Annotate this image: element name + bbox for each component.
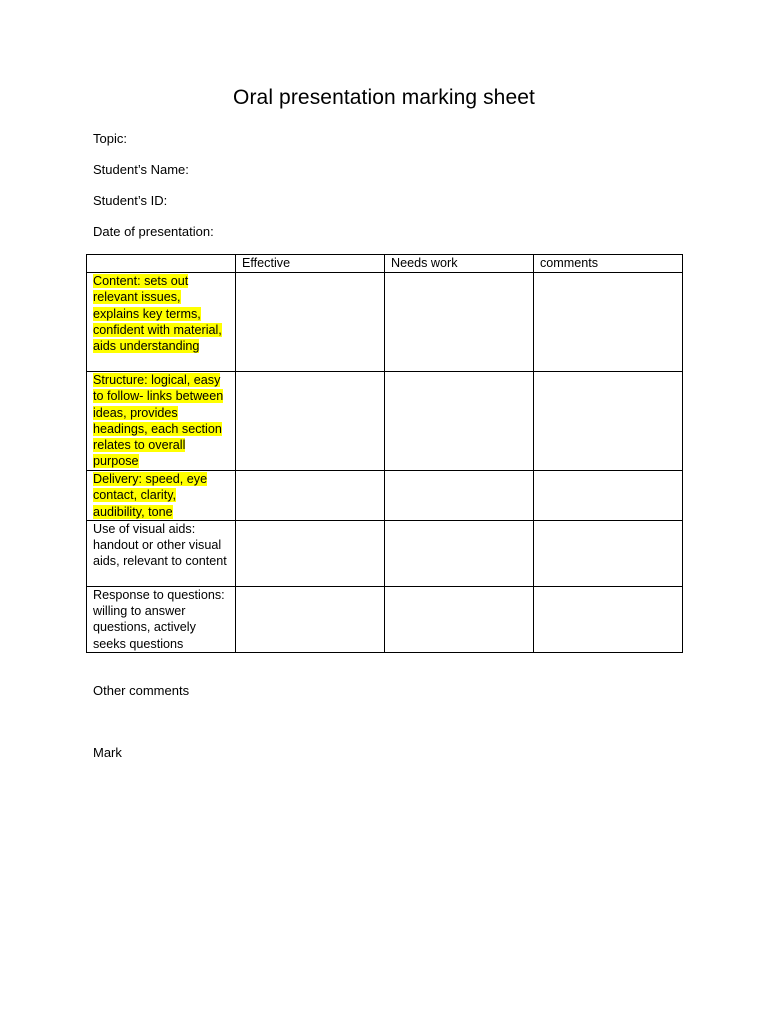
criterion-structure: Structure: logical, easy to follow- links between ideas, provides headings, each section relates to overall purpose — [93, 373, 224, 469]
criterion-cell — [87, 372, 236, 471]
effective-cell[interactable] — [236, 520, 385, 586]
table-row — [87, 586, 683, 652]
criterion-delivery: Delivery: speed, eye contact, clarity, audibility, tone — [93, 472, 208, 519]
comments-cell[interactable] — [534, 520, 683, 586]
criterion-content: Content: sets out relevant issues, explains key terms, confident with material, aids understanding — [93, 274, 222, 354]
effective-cell[interactable] — [236, 372, 385, 471]
criterion-cell — [87, 586, 236, 652]
comments-cell[interactable] — [534, 372, 683, 471]
header-cell-needs-work: Needs work — [385, 255, 534, 273]
effective-cell[interactable] — [236, 471, 385, 521]
needs-work-cell[interactable] — [385, 273, 534, 372]
comments-cell[interactable] — [534, 586, 683, 652]
marking-table — [86, 254, 683, 653]
table-row — [87, 372, 683, 471]
table-row — [87, 520, 683, 586]
effective-cell[interactable] — [236, 273, 385, 372]
table-row — [87, 273, 683, 372]
needs-work-cell[interactable] — [385, 520, 534, 586]
other-comments-label: Other comments — [93, 683, 190, 698]
date-of-presentation-label: Date of presentation: — [93, 224, 214, 239]
topic-label: Topic: — [93, 131, 127, 146]
page-title: Oral presentation marking sheet — [233, 86, 535, 109]
criterion-response-to-questions: Response to questions: willing to answer questions, actively seeks questions — [93, 587, 225, 651]
header-cell-comments: comments — [534, 255, 683, 273]
needs-work-cell[interactable] — [385, 471, 534, 521]
student-name-label: Student’s Name: — [93, 162, 189, 177]
criterion-visual-aids: Use of visual aids: handout or other visual aids, relevant to content — [93, 521, 227, 569]
comments-cell[interactable] — [534, 273, 683, 372]
header-cell-effective: Effective — [236, 255, 385, 273]
mark-label: Mark — [93, 745, 122, 760]
needs-work-cell[interactable] — [385, 586, 534, 652]
header-cell-criteria — [87, 255, 236, 273]
table-row — [87, 471, 683, 521]
table-header-row — [87, 255, 683, 273]
comments-cell[interactable] — [534, 471, 683, 521]
needs-work-cell[interactable] — [385, 372, 534, 471]
criterion-cell — [87, 273, 236, 372]
criterion-cell — [87, 520, 236, 586]
criterion-cell — [87, 471, 236, 521]
student-id-label: Student’s ID: — [93, 193, 168, 208]
effective-cell[interactable] — [236, 586, 385, 652]
